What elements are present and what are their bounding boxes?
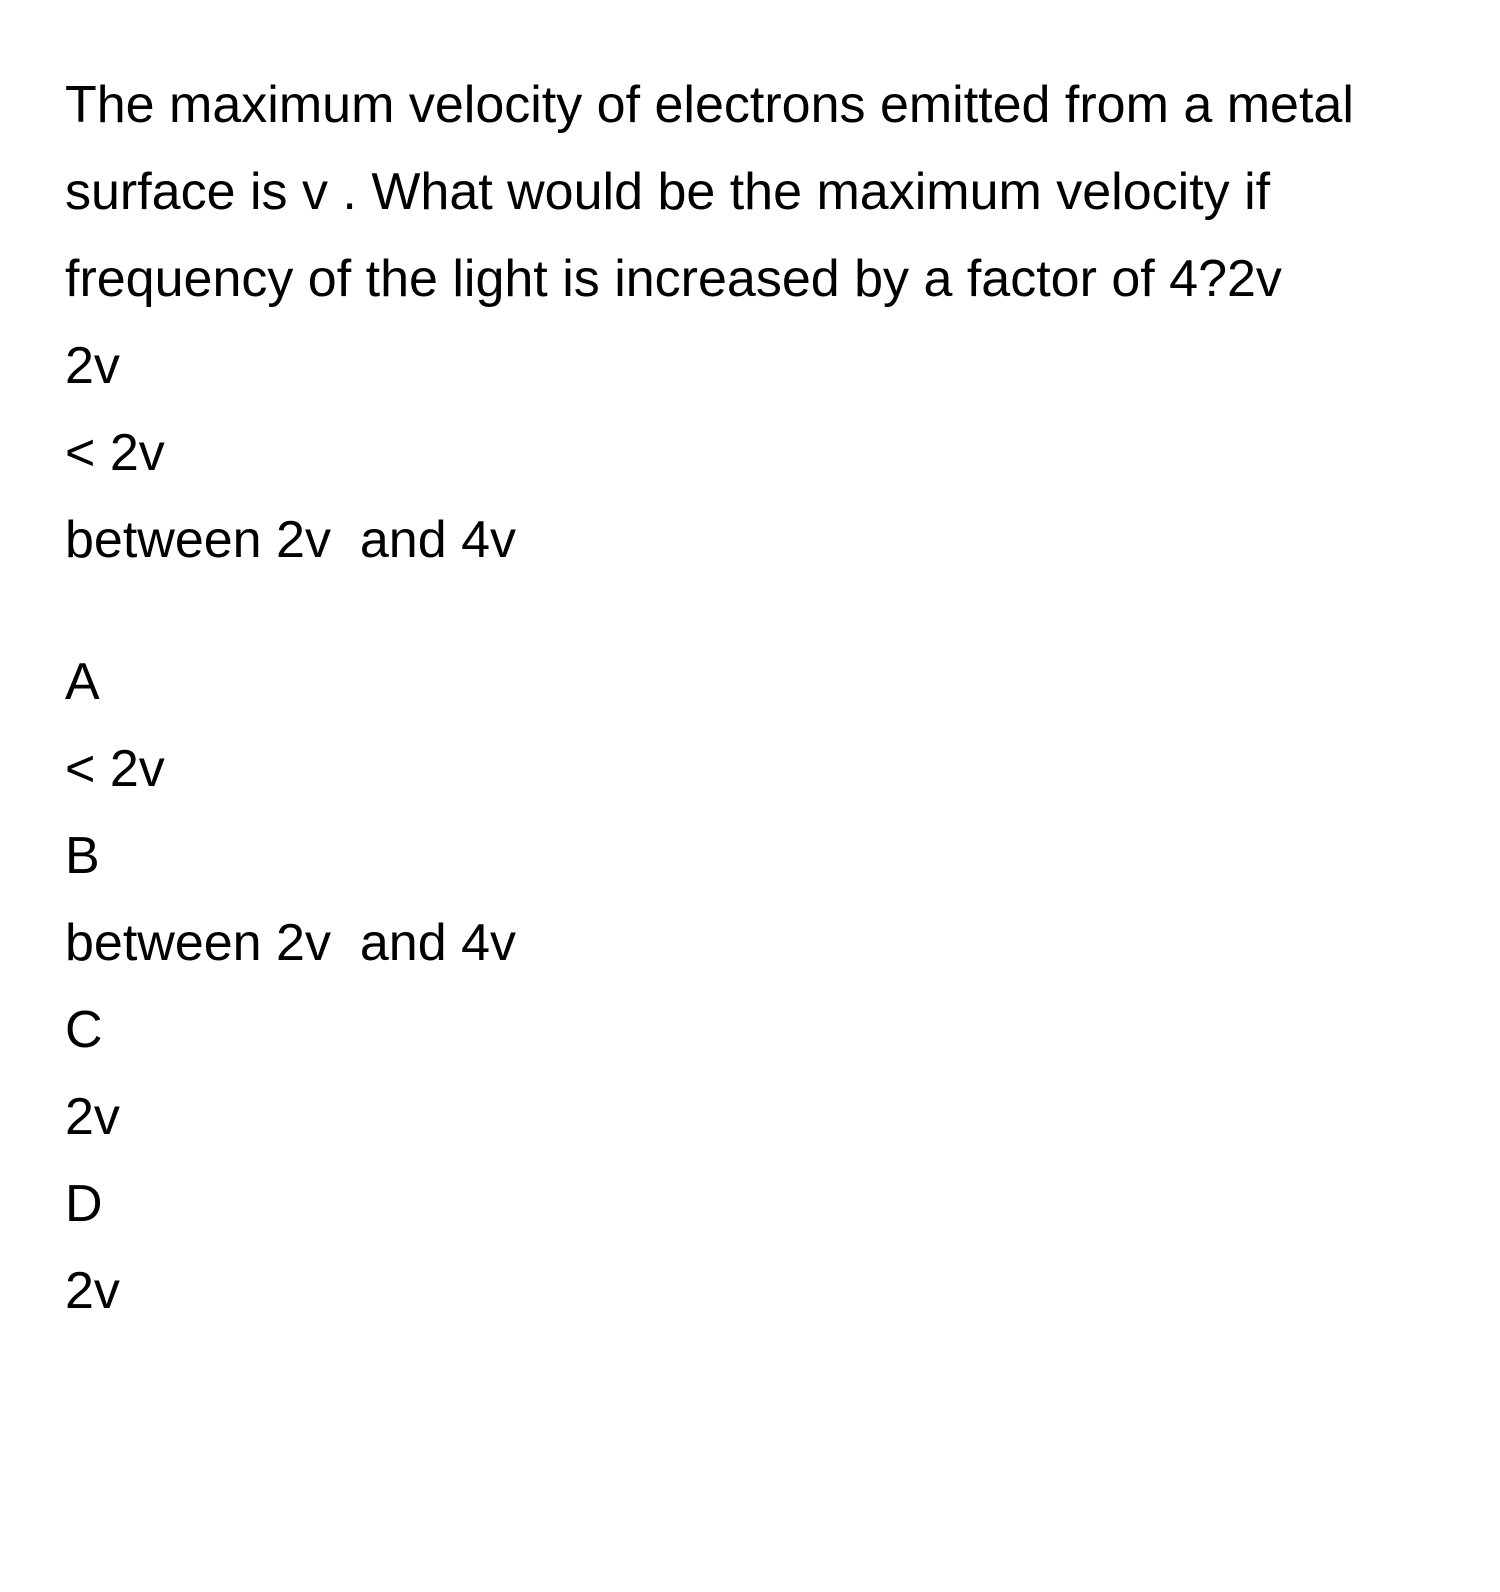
option-d-text: 2v	[65, 1262, 120, 1320]
inline-option-1: 2v	[65, 337, 120, 395]
option-b-text: between 2v and 4v	[65, 914, 516, 972]
option-c-letter: C	[65, 1001, 103, 1059]
inline-option-2: < 2v	[65, 424, 165, 482]
inline-option-3: between 2v and 4v	[65, 511, 516, 569]
option-c-text: 2v	[65, 1088, 120, 1146]
document	[65, 62, 1445, 1335]
option-a-letter: A	[65, 653, 100, 711]
question-text: The maximum velocity of electrons emitted from a metal surface is v . What would be the maximum velocity if frequency of the light is increased by a factor of 4?2v	[65, 76, 1354, 308]
option-d-letter: D	[65, 1175, 103, 1233]
option-b-letter: B	[65, 827, 100, 885]
spacer	[65, 584, 1445, 639]
option-a-text: < 2v	[65, 740, 165, 798]
